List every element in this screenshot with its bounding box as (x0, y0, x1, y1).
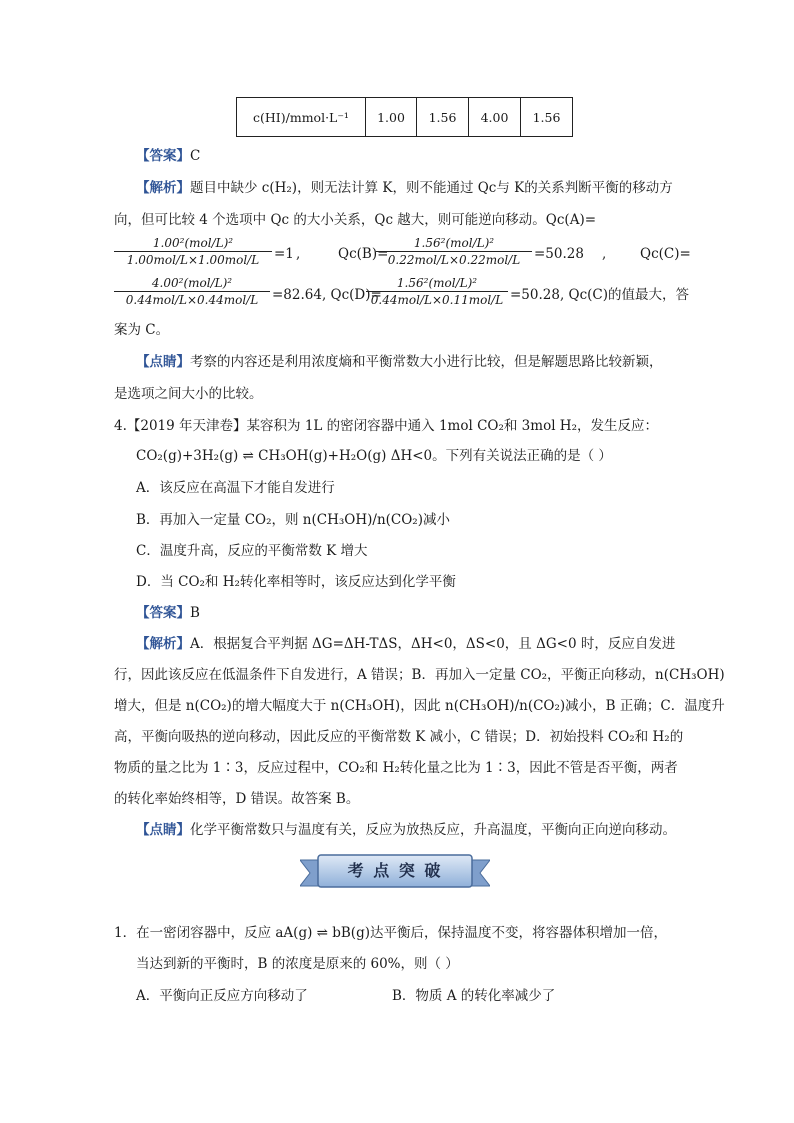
q4-option-a: A．该反应在高温下才能自发进行 (136, 480, 335, 496)
q4-analysis-line-5: 物质的量之比为 1∶3，反应过程中，CO₂和 H₂转化量之比为 1∶3，因此不管是否平衡，两者 (114, 760, 678, 776)
q4-option-d: D．当 CO₂和 H₂转化率相等时，该反应达到化学平衡 (136, 574, 456, 590)
fraction-numerator: 1.56²(mol/L)² (376, 236, 532, 252)
fraction-a (114, 236, 272, 267)
answer-value: C (190, 148, 201, 164)
fraction-b (376, 236, 532, 267)
separator: , (296, 246, 301, 262)
p1-option-a: A．平衡向正反应方向移动了 (136, 988, 308, 1004)
q4-stem-line-2: CO₂(g)+3H₂(g) ⇌ CH₃OH(g)+H₂O(g) ΔH<0。下列有关说法正确的是（ ） (136, 448, 612, 464)
table-cell: 1.00 (366, 98, 417, 137)
fraction-c (114, 276, 270, 307)
q3-answer (136, 146, 200, 166)
analysis-text: A．根据复合平判据 ΔG=ΔH-TΔS，ΔH<0，ΔS<0，且 ΔG<0 时，反应自发进 (190, 636, 676, 652)
fraction-denominator: 0.44mol/L×0.44mol/L (125, 293, 259, 307)
p1-option-b: B．物质 A 的转化率减少了 (392, 988, 556, 1004)
table-cell: 1.56 (521, 98, 573, 137)
q3-analysis-line-1 (136, 178, 673, 198)
q4-option-c: C．温度升高，反应的平衡常数 K 增大 (136, 543, 368, 559)
answer-label: 【答案】 (136, 148, 190, 164)
q3-comment-line-1 (136, 352, 663, 372)
analysis-text: 题目中缺少 c(H₂)，则无法计算 K，则不能通过 Qc与 K的关系判断平衡的移动方 (190, 180, 673, 196)
q4-answer (136, 603, 200, 623)
comment-text: 考察的内容还是利用浓度熵和平衡常数大小进行比较，但是解题思路比较新颖， (190, 354, 663, 370)
table-row (237, 98, 573, 137)
analysis-label: 【解析】 (136, 180, 190, 196)
value-b: =50.28 (534, 246, 584, 262)
value-a: =1 (274, 246, 294, 262)
label-qc: Qc(C)= (640, 246, 691, 262)
separator: , (602, 246, 607, 262)
fraction-d (366, 276, 508, 307)
comment-text: 化学平衡常数只与温度有关，反应为放热反应，升高温度，平衡向正向逆向移动。 (190, 822, 676, 838)
q4-analysis-line-2: 行，因此该反应在低温条件下自发进行，A 错误；B．再加入一定量 CO₂，平衡正向移动，n(CH₃OH) (114, 667, 725, 683)
p1-stem-line-1: 1．在一密闭容器中，反应 aA(g) ⇌ bB(g)达平衡后，保持温度不变，将容器体积增加一倍， (114, 925, 667, 941)
q4-option-b: B．再加入一定量 CO₂，则 n(CH₃OH)/n(CO₂)减小 (136, 512, 450, 528)
fraction-denominator: 0.22mol/L×0.22mol/L (387, 253, 521, 267)
answer-value: B (190, 605, 200, 621)
q3-comment-line-2: 是选项之间大小的比较。 (114, 386, 263, 402)
p1-stem-line-2: 当达到新的平衡时，B 的浓度是原来的 60%，则（ ） (136, 956, 459, 972)
value-c: =82.64, Qc(D)= (272, 287, 382, 303)
fraction-numerator: 1.56²(mol/L)² (366, 276, 508, 292)
fraction-denominator: 0.44mol/L×0.11mol/L (370, 293, 504, 307)
comment-label: 【点睛】 (136, 822, 190, 838)
q4-analysis-line-1 (136, 634, 675, 654)
q4-analysis-line-6: 的转化率始终相等，D 错误。故答案 B。 (114, 791, 360, 807)
label-qb: Qc(B)= (338, 246, 389, 262)
banner-title: 考 点 突 破 (347, 861, 443, 880)
q4-analysis-line-3: 增大，但是 n(CO₂)的增大幅度大于 n(CH₃OH)，因此 n(CH₃OH)/n(CO₂)减小，B 正确；C．温度升 (114, 698, 725, 714)
value-d: =50.28, Qc(C)的值最大，答 (510, 287, 690, 303)
q4-stem-line-1: 4.【2019 年天津卷】某容积为 1L 的密闭容器中通入 1mol CO₂和 3mol H₂，发生反应： (114, 418, 658, 434)
table-cell: 4.00 (469, 98, 521, 137)
q3-analysis-end: 案为 C。 (114, 322, 170, 338)
answer-label: 【答案】 (136, 605, 190, 621)
fraction-numerator: 1.00²(mol/L)² (114, 236, 272, 252)
section-banner (300, 852, 490, 892)
comment-label: 【点睛】 (136, 354, 190, 370)
analysis-label: 【解析】 (136, 636, 190, 652)
fraction-numerator: 4.00²(mol/L)² (114, 276, 270, 292)
table-cell: 1.56 (417, 98, 469, 137)
concentration-table (236, 97, 573, 137)
q4-analysis-line-4: 高，平衡向吸热的逆向移动，因此反应的平衡常数 K 减小，C 错误；D．初始投料 CO₂和 H₂的 (114, 729, 684, 745)
fraction-denominator: 1.00mol/L×1.00mol/L (126, 253, 260, 267)
table-header-cell: c(HI)/mmol·L⁻¹ (237, 98, 366, 137)
q4-comment (136, 820, 676, 840)
q3-analysis-line-2: 向，但可比较 4 个选项中 Qc 的大小关系，Qc 越大，则可能逆向移动。Qc(A)= (114, 212, 597, 228)
